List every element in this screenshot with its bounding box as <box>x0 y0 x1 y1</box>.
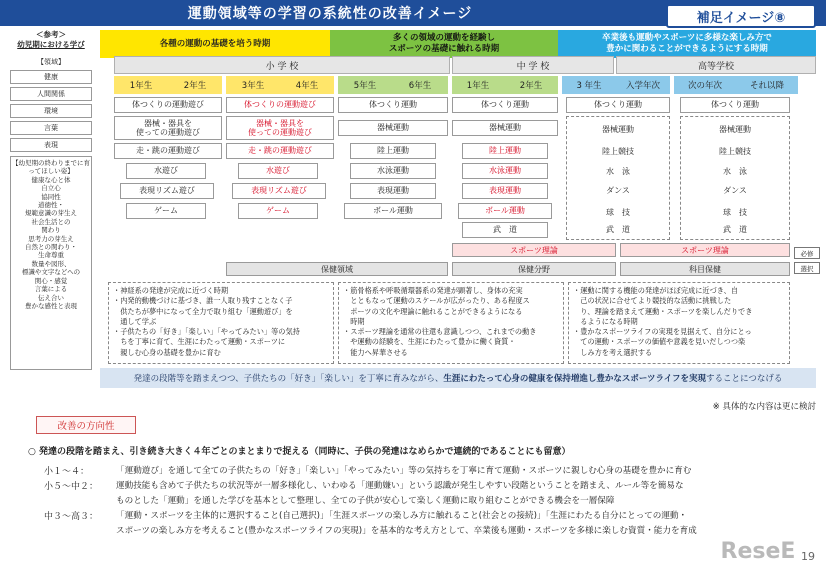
goal-item: 関わり <box>41 226 61 235</box>
year-j1: 1年生 <box>452 76 504 94</box>
goal-item: 協同性 <box>41 192 61 201</box>
activity-cell: 表現運動 <box>462 183 548 199</box>
activity-cell: 器械運動 <box>602 124 634 134</box>
activity-cell: 陸上競技 <box>719 146 751 156</box>
activity-cell: 器械・器具を 使っての運動遊び <box>114 116 222 140</box>
line-text: 「運動遊び」を通して全ての子供たちの「好き」「楽しい」「やってみたい」等の気持ちを丁寧に育て運動・スポーツに親しむ心身の基礎を豊かに育む <box>116 466 692 476</box>
year-j3: 3 年生 <box>562 76 616 94</box>
line-text: 運動技能も含めて子供たちの状況等が一層多様化し、いわゆる「運動嫌い」という認識が発生しやすい段階ということを踏まえ、ルール等を簡易な <box>116 481 684 491</box>
note-line: ・内発的動機づけに基づき、誰一人取り残すことなく子 <box>113 296 293 306</box>
required-tag: 必修 <box>794 247 820 259</box>
activity-cell: 表現運動 <box>350 183 436 199</box>
activity-cell: 表現リズム遊び <box>232 183 326 199</box>
line-label: 小１～４： <box>44 467 90 477</box>
activity-cell: 陸上運動 <box>462 143 548 159</box>
line-text: 「運動・スポーツを主体的に選択すること(自己選択)」「生涯スポーツの楽しみ方に触れること(社会との接続)」「生涯にわたる自分にとっての運動・ <box>116 511 688 521</box>
activity-cell: ボール運動 <box>458 203 552 219</box>
activity-cell: 水泳運動 <box>462 163 548 179</box>
activity-cell: 体つくり運動 <box>338 97 448 113</box>
activity-cell: 水 泳 <box>723 166 747 176</box>
domain-item: 言葉 <box>10 121 92 135</box>
activity-cell: 陸上競技 <box>602 146 634 156</box>
activity-cell: 水遊び <box>238 163 318 179</box>
activity-cell: ボール運動 <box>344 203 442 219</box>
year-h1: 入学年次 <box>616 76 670 94</box>
school-junior: 中 学 校 <box>452 56 614 74</box>
activity-cell: 球 技 <box>723 207 747 217</box>
note-upper <box>568 282 790 364</box>
note-line: しみ方を考え選択する <box>573 347 653 357</box>
note-line: ・豊かなスポーツライフの実現を見据えて、自分にとっ <box>573 327 752 337</box>
note-line: ・神経系の発達が完成に近づく時期 <box>113 286 229 295</box>
left-reference-column <box>6 28 96 370</box>
goal-item: 言葉による <box>34 285 68 294</box>
goal-item: 社会生活との <box>31 217 71 226</box>
reference-title: 幼児期における学び <box>17 40 85 49</box>
stage-header-3: 卒業後も運動やスポーツに多様な楽しみ方で 豊かに関わることができるようにする時期 <box>558 30 816 58</box>
sports-theory-bar: スポーツ理論 <box>620 243 790 257</box>
activity-cell: 表現リズム遊び <box>120 183 214 199</box>
reference-header <box>6 28 96 52</box>
year-j2: 2年生 <box>504 76 558 94</box>
footnote: ※ 具体的な内容は更に検討 <box>712 402 816 412</box>
activity-cell: 武 道 <box>723 224 747 234</box>
logo-text: ReseE <box>720 538 796 564</box>
line-text: ものとした「運動」を通した学びを基本として整理し、全ての子供が安心して楽しく運動に取り組むことができる機会を一層保障 <box>116 496 615 506</box>
activity-cell: 体つくり運動 <box>452 97 558 113</box>
sports-theory-bar: スポーツ理論 <box>452 243 616 257</box>
activity-cell: 武 道 <box>606 224 630 234</box>
goal-item: 規範意識の芽生え <box>25 209 77 218</box>
note-line: ・運動に関する機能の発達がほぼ完成に近づき、自 <box>573 286 739 295</box>
year-e2: 2年生 <box>168 76 222 94</box>
note-line: 通して学ぶ <box>113 316 157 326</box>
elective-tag: 選択 <box>794 262 820 274</box>
note-line: 時期 <box>343 316 365 326</box>
note-line: り、理論を踏まえて運動・スポーツを楽しんだりでき <box>573 306 753 316</box>
domain-item: 健康 <box>10 70 92 84</box>
goal-item: 健康な心と体 <box>31 175 71 184</box>
band-text-post: することにつなげる <box>706 374 783 384</box>
line-text: スポーツの楽しみ方を考えること(豊かなスポーツライフの実現)」を基本的な考え方として、卒業後も運動・スポーツを多様に楽しむ資質・能力を育成 <box>116 526 697 536</box>
activity-cell: ダンス <box>723 185 747 195</box>
direction-heading: ○ 発達の段階を踏まえ、引き続き大きく４年ごとのまとまりで捉える（同時に、子供の発達はなめらかで連続的であることにも留意） <box>28 447 571 457</box>
page-number: 19 <box>801 549 815 563</box>
goal-item: 標識や文字などへの <box>21 268 81 277</box>
goal-item: 自立心 <box>41 184 61 193</box>
goal-item: 豊かな感性と表現 <box>25 301 77 310</box>
note-line: とともなって運動のスケールが広がったり、ある程度ス <box>343 296 530 306</box>
activity-cell: 走・跳の運動遊び <box>114 143 222 159</box>
domain-item: 表現 <box>10 138 92 152</box>
band-text-pre: 発達の段階等を踏まえつつ、子供たちの「好き」「楽しい」を丁寧に育みながら、 <box>133 374 444 384</box>
activity-cell: 陸上運動 <box>350 143 436 159</box>
activity-cell: 水遊び <box>126 163 206 179</box>
year-e6: 6年生 <box>392 76 448 94</box>
stage-header-1: 各種の運動の基礎を培う時期 <box>100 30 330 58</box>
goals-header: 【幼児期の終わりまでに育ってほしい姿】 <box>12 159 90 176</box>
activity-cell: 走・跳の運動遊び <box>226 143 334 159</box>
note-line: ・子供たちの「好き」「楽しい」「やってみたい」等の気持 <box>113 327 300 337</box>
supplement-label: 補足イメージ⑧ <box>666 4 816 28</box>
domain-item: 人間関係 <box>10 87 92 101</box>
school-elementary: 小 学 校 <box>114 56 450 74</box>
note-line: ちを丁寧に育て、生涯にわたって運動・スポーツに <box>113 337 286 347</box>
note-line: 能力へ昇華させる <box>343 347 408 357</box>
health-bar: 保健分野 <box>452 262 616 276</box>
note-line: ・スポーツ理論を通常の往還も意識しつつ、これまでの動き <box>343 327 537 337</box>
line-label: 小５～中２： <box>44 482 99 492</box>
activity-cell: ダンス <box>606 185 630 195</box>
note-line: るようになる時期 <box>573 316 638 326</box>
year-h2: 次の年次 <box>674 76 736 94</box>
goal-item: 関心・感覚 <box>34 276 68 285</box>
domains-header: 【領域】 <box>37 58 65 66</box>
activity-cell: 器械・器具を 使っての運動遊び <box>226 116 334 140</box>
school-high: 高等学校 <box>616 56 816 74</box>
note-elementary <box>108 282 334 364</box>
line-label: 中３～高３： <box>44 512 99 522</box>
note-line: 供たちが夢中になって全力で取り組む「運動遊び」を <box>113 306 293 316</box>
activity-cell: 武 道 <box>462 222 548 238</box>
page-title: 運動領域等の学習の系統性の改善イメージ <box>187 6 473 22</box>
year-e5: 5年生 <box>338 76 392 94</box>
domain-item: 環境 <box>10 104 92 118</box>
activity-cell: 水 泳 <box>606 166 630 176</box>
goal-item: 伝え合い <box>38 293 64 302</box>
activity-cell: 体つくり運動 <box>566 97 670 113</box>
activity-cell: 器械運動 <box>338 120 448 136</box>
stage-header-2: 多くの領域の運動を経験し スポーツの基礎に触れる時期 <box>330 30 558 58</box>
goal-item: 数量や図形、 <box>31 259 71 268</box>
activity-cell: 器械運動 <box>452 120 558 136</box>
band-text-bold: 生涯にわたって心身の健康を保持増進し豊かなスポーツライフを実現 <box>443 374 707 384</box>
note-line: 己の状況に合せてより競技的な活動に挑戦した <box>573 296 732 306</box>
goal-item: 生命尊重 <box>38 251 64 260</box>
year-e1: 1年生 <box>114 76 168 94</box>
note-middle <box>338 282 564 364</box>
activity-cell: 体つくりの運動遊び <box>226 97 334 113</box>
note-line: ・筋骨格系や呼吸循環器系の発達が顕著し、身体の充実 <box>343 286 523 295</box>
health-bar: 科目保健 <box>620 262 790 276</box>
note-line: や運動の経験を、生涯にわたって豊かに働く資質・ <box>343 337 516 347</box>
activity-cell: ゲーム <box>238 203 318 219</box>
note-line: ポーツの文化や理論に触れることができるようになる <box>343 306 523 316</box>
goals-box <box>10 156 92 370</box>
goal-item: 思考力の芽生え <box>28 234 74 243</box>
year-e3: 3年生 <box>226 76 280 94</box>
activity-cell: 体つくりの運動遊び <box>114 97 222 113</box>
direction-label: 改善の方向性 <box>36 416 136 434</box>
note-line: 親しむ心身の基礎を豊かに育む <box>113 347 221 357</box>
goal-item: 道徳性・ <box>38 201 64 210</box>
note-line: ての運動・スポーツの価値や意義を見いだしつつ楽 <box>573 337 746 347</box>
activity-cell: 体つくり運動 <box>680 97 790 113</box>
goal-item: 自然との関わり・ <box>25 243 77 252</box>
year-e4: 4年生 <box>280 76 334 94</box>
activity-cell: 水泳運動 <box>350 163 436 179</box>
activity-cell: ゲーム <box>126 203 206 219</box>
health-bar: 保健領域 <box>226 262 448 276</box>
goal-arrow-band <box>100 368 816 388</box>
activity-cell: 球 技 <box>606 207 630 217</box>
activity-cell: 器械運動 <box>719 124 751 134</box>
rese-logo <box>716 536 800 566</box>
year-h3: それ以降 <box>736 76 798 94</box>
reference-label: ＜参考＞ <box>36 30 66 39</box>
